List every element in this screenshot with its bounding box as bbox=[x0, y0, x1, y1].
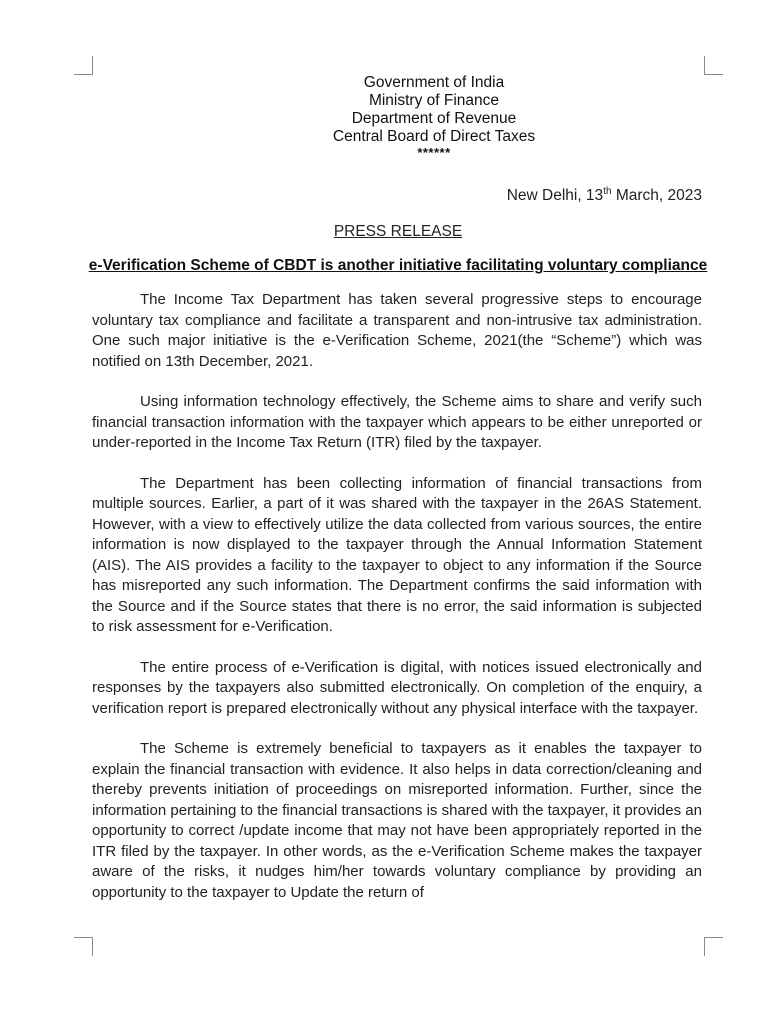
letterhead-ministry: Ministry of Finance bbox=[368, 92, 500, 109]
date-prefix: New Delhi, 13 bbox=[506, 187, 604, 204]
press-release-subject: e-Verification Scheme of CBDT is another initiative facilitating voluntary compliance bbox=[88, 257, 708, 274]
press-release-title: PRESS RELEASE bbox=[333, 223, 463, 240]
crop-mark-top-left bbox=[74, 56, 93, 75]
paragraph-4: The entire process of e-Verification is digital, with notices issued electronically and responses by the taxpayers also submitted electronically. On completion of the enquiry, a verification report is prepared electronically without any physical interface with the taxpayer. bbox=[92, 658, 702, 717]
letterhead-board: Central Board of Direct Taxes bbox=[332, 128, 536, 145]
crop-mark-bottom-right bbox=[704, 937, 723, 956]
letterhead-government: Government of India bbox=[363, 74, 505, 91]
press-release-body bbox=[92, 290, 702, 923]
date-ordinal: th bbox=[603, 185, 612, 197]
letterhead-separator: ****** bbox=[417, 145, 451, 160]
letterhead-department: Department of Revenue bbox=[351, 110, 517, 127]
crop-mark-top-right bbox=[704, 56, 723, 75]
letterhead bbox=[0, 74, 780, 160]
paragraph-1: The Income Tax Department has taken several progressive steps to encourage voluntary tax compliance and facilitate a transparent and non-intrusive tax administration. One such major initiative is the e-Verification Scheme, 2021(the “Scheme”) which was notified on 13th December, 2021. bbox=[92, 291, 702, 370]
paragraph-2: Using information technology effectively, the Scheme aims to share and verify such financial transaction information with the taxpayer which appears to be either unreported or under-reported in the Income Tax Return (ITR) filed by the taxpayer. bbox=[92, 393, 702, 451]
paragraph-3: The Department has been collecting information of financial transactions from multiple sources. Earlier, a part of it was shared with the taxpayer in the 26AS Statement. However, with a view to effectively utilize the data collected from various sources, the entire information is now displayed to the taxpayer through the Annual Information Statement (AIS). The AIS provides a facility to the taxpayer to object to any information if the Source has misreported any such information. The Department confirms the said information with the Source and if the Source states that there is no error, the said information is subjected to risk assessment for e-Verification. bbox=[92, 474, 702, 635]
release-date bbox=[507, 187, 702, 205]
paragraph-5: The Scheme is extremely beneficial to taxpayers as it enables the taxpayer to explain the financial transaction with evidence. It also helps in data correction/cleaning and thereby prevents initiation of proceedings on misreported information. Further, since the information pertaining to the financial transactions is shared with the taxpayer, it provides an opportunity to correct /update income that may not have been appropriately reported in the ITR filed by the taxpayer. In other words, as the e-Verification Scheme makes the taxpayer aware of the risks, it nudges him/her towards voluntary compliance by providing an opportunity to the taxpayer to Update the return of bbox=[92, 740, 702, 901]
crop-mark-bottom-left bbox=[74, 937, 93, 956]
date-rest: March, 2023 bbox=[611, 187, 702, 204]
